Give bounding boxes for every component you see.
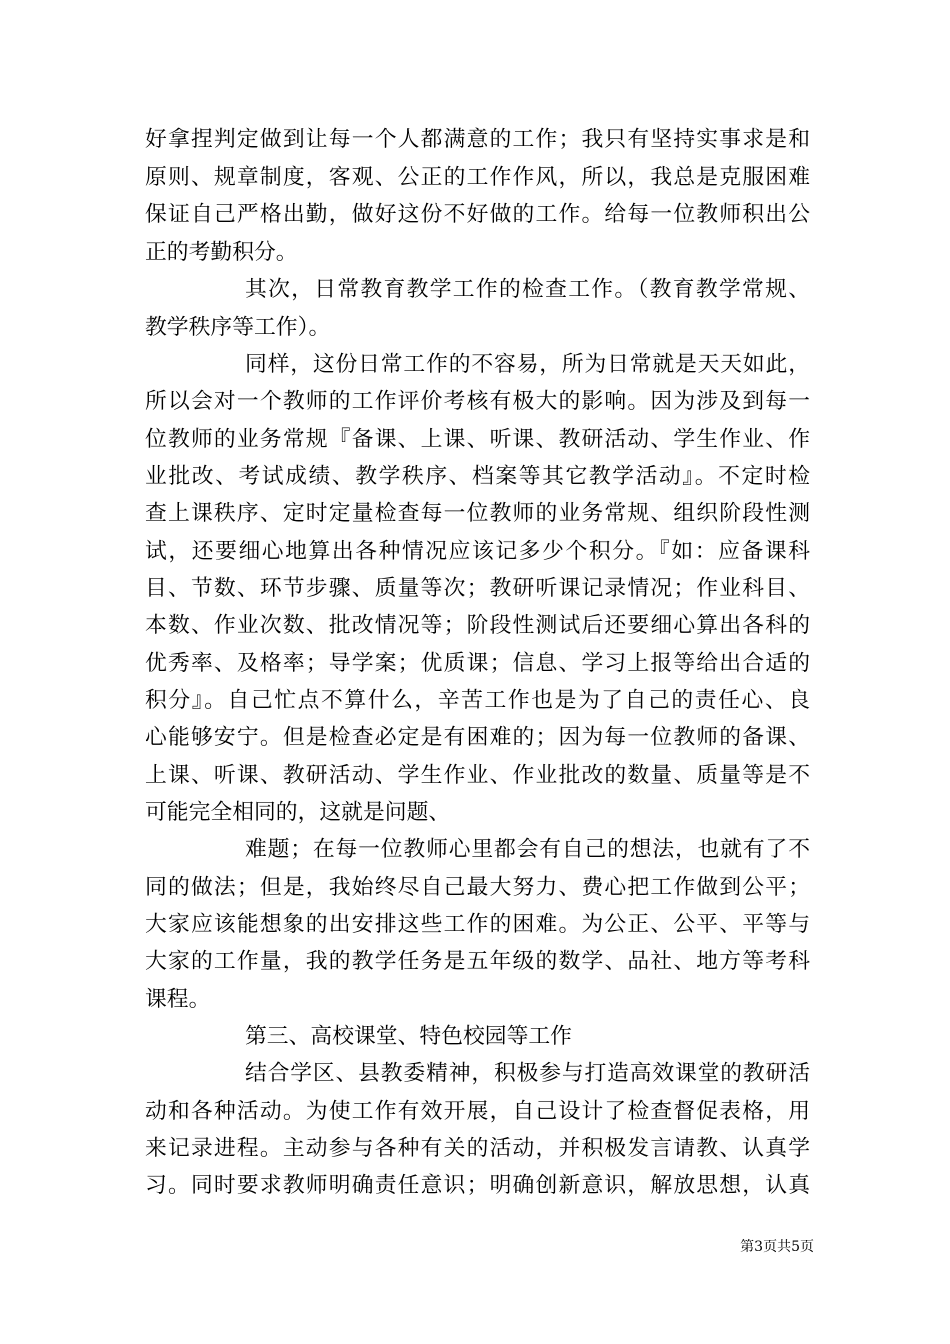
text-line-14: 本数、作业次数、批改情况等；阶段性测试后还要细心算出各科的 [145, 613, 810, 638]
text-line-18: 上课、听课、教研活动、学生作业、作业批改的数量、质量等是不 [145, 763, 810, 788]
text-line-24: 课程。 [145, 987, 211, 1012]
text-line-1: 好拿捏判定做到让每一个人都满意的工作；我只有坚持实事求是和 [145, 127, 810, 152]
page-number-footer: 第3页共5页 [740, 1239, 814, 1255]
text-line-10: 业批改、考试成绩、教学秩序、档案等其它教学活动』。不定时检 [145, 464, 810, 489]
text-line-5: 其次，日常教育教学工作的检查工作。（教育教学常规、 [245, 277, 810, 302]
text-line-8: 所以会对一个教师的工作评价考核有极大的影响。因为涉及到每一 [145, 389, 810, 414]
text-line-15: 优秀率、及格率；导学案；优质课；信息、学习上报等给出合适的 [145, 651, 810, 676]
text-line-21: 同的做法；但是，我始终尽自己最大努力、费心把工作做到公平； [145, 875, 810, 900]
text-line-26: 结合学区、县教委精神，积极参与打造高效课堂的教研活 [245, 1061, 810, 1086]
text-line-4: 正的考勤积分。 [145, 240, 298, 265]
text-line-19: 可能完全相同的，这就是问题、 [145, 800, 451, 825]
text-line-16: 积分』。自己忙点不算什么，辛苦工作也是为了自己的责任心、良 [145, 688, 810, 713]
text-line-27: 动和各种活动。为使工作有效开展，自己设计了检查督促表格，用 [145, 1099, 810, 1124]
text-line-11: 查上课秩序、定时定量检查每一位教师的业务常规、组织阶段性测 [145, 501, 810, 526]
text-line-22: 大家应该能想象的出安排这些工作的困难。为公正、公平、平等与 [145, 912, 810, 937]
text-line-7: 同样，这份日常工作的不容易，所为日常就是天天如此， [245, 352, 810, 377]
text-line-23: 大家的工作量，我的教学任务是五年级的数学、品社、地方等考科 [145, 949, 810, 974]
text-line-6: 教学秩序等工作）。 [145, 315, 331, 340]
text-line-3: 保证自己严格出勤，做好这份不好做的工作。给每一位教师积出公 [145, 202, 810, 227]
text-line-13: 目、节数、环节步骤、质量等次；教研听课记录情况；作业科目、 [145, 576, 810, 601]
section-heading: 第三、高校课堂、特色校园等工作 [245, 1024, 572, 1049]
text-line-20: 难题；在每一位教师心里都会有自己的想法，也就有了不 [245, 837, 810, 862]
text-line-12: 试，还要细心地算出各种情况应该记多少个积分。『如：应备课科 [145, 539, 810, 564]
text-line-28: 来记录进程。主动参与各种有关的活动，并积极发言请教、认真学 [145, 1136, 810, 1161]
text-line-9: 位教师的业务常规『备课、上课、听课、教研活动、学生作业、作 [145, 427, 810, 452]
text-line-29: 习。同时要求教师明确责任意识；明确创新意识，解放思想，认真 [145, 1173, 810, 1198]
text-line-17: 心能够安宁。但是检查必定是有困难的；因为每一位教师的备课、 [145, 725, 810, 750]
text-line-2: 原则、规章制度，客观、公正的工作作风，所以，我总是克服困难 [145, 165, 810, 190]
